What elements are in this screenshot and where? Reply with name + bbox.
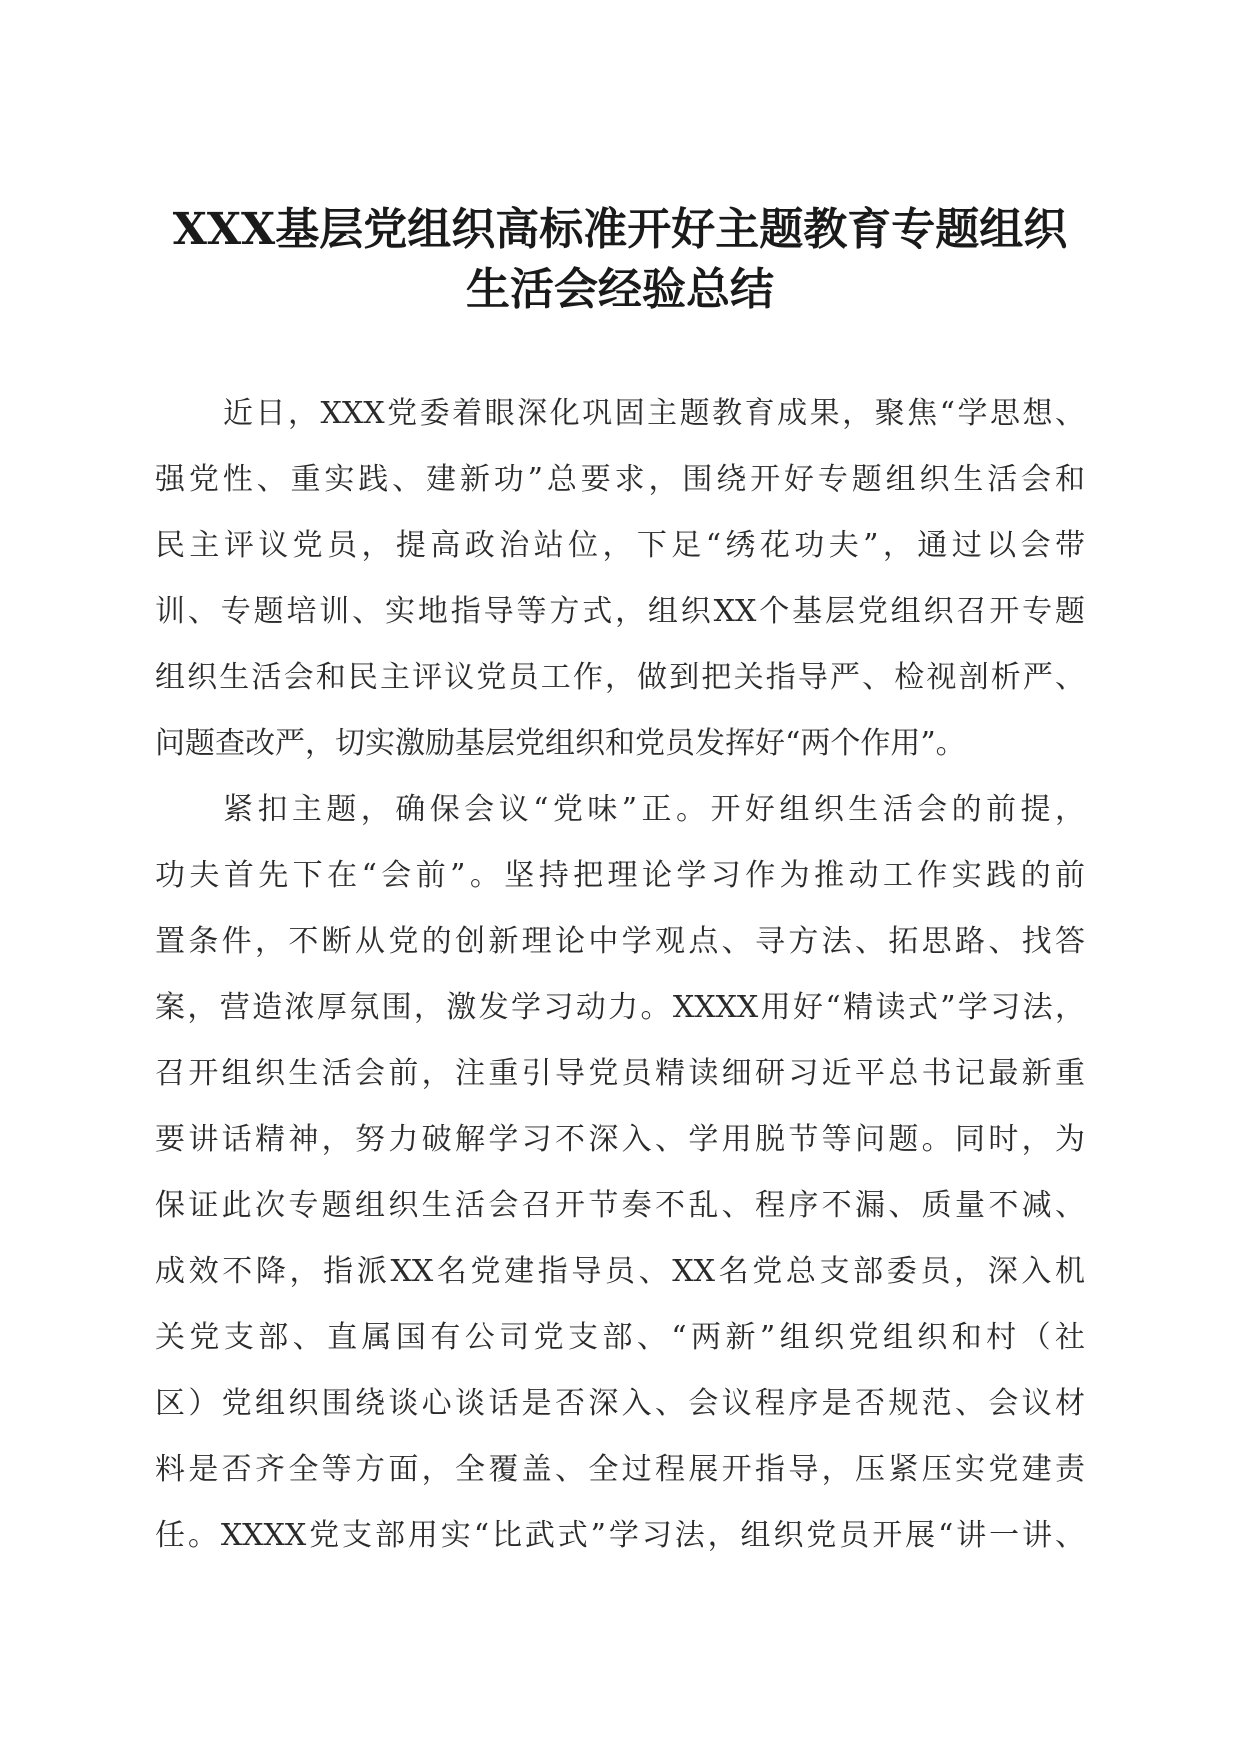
paragraph-2: [155, 777, 1085, 1569]
document-body: [155, 381, 1085, 1569]
paragraph-line: 保证此次专题组织生活会召开节奏不乱、程序不漏、质量不减、: [155, 1188, 1085, 1223]
document-title: [140, 200, 1100, 320]
paragraph-line: 民主评议党员，提高政治站位，下足“绣花功夫”，通过以会带: [155, 528, 1085, 563]
paragraph-line: 紧扣主题，确保会议“党味”正。开好组织生活会的前提，: [223, 792, 1085, 827]
paragraph-line: 任。XXXX党支部用实“比武式”学习法，组织党员开展“讲一讲、: [155, 1518, 1085, 1553]
paragraph-line: 训、专题培训、实地指导等方式，组织XX个基层党组织召开专题: [155, 594, 1085, 629]
paragraph-line: 区）党组织围绕谈心谈话是否深入、会议程序是否规范、会议材: [155, 1386, 1085, 1421]
paragraph-line: 组织生活会和民主评议党员工作，做到把关指导严、检视剖析严、: [155, 660, 1085, 695]
paragraph-1: [155, 381, 1085, 777]
paragraph-line: 问题查改严，切实激励基层党组织和党员发挥好“两个作用”。: [155, 726, 966, 761]
paragraph-line: 近日，XXX党委着眼深化巩固主题教育成果，聚焦“学思想、: [223, 396, 1085, 431]
paragraph-line: 成效不降，指派XX名党建指导员、XX名党总支部委员，深入机: [155, 1254, 1085, 1289]
paragraph-line: 料是否齐全等方面，全覆盖、全过程展开指导，压紧压实党建责: [155, 1452, 1085, 1487]
paragraph-line: 召开组织生活会前，注重引导党员精读细研习近平总书记最新重: [155, 1056, 1085, 1091]
title-line-2: 生活会经验总结: [466, 264, 774, 315]
paragraph-line: 案，营造浓厚氛围，激发学习动力。XXXX用好“精读式”学习法，: [155, 990, 1085, 1025]
paragraph-line: 关党支部、直属国有公司党支部、“两新”组织党组织和村（社: [155, 1320, 1085, 1355]
paragraph-line: 强党性、重实践、建新功”总要求，围绕开好专题组织生活会和: [155, 462, 1085, 497]
paragraph-line: 置条件，不断从党的创新理论中学观点、寻方法、拓思路、找答: [155, 924, 1085, 959]
paragraph-line: 要讲话精神，努力破解学习不深入、学用脱节等问题。同时，为: [155, 1122, 1085, 1157]
title-line-1: XXX基层党组织高标准开好主题教育专题组织: [172, 204, 1068, 255]
paragraph-line: 功夫首先下在“会前”。坚持把理论学习作为推动工作实践的前: [155, 858, 1085, 893]
